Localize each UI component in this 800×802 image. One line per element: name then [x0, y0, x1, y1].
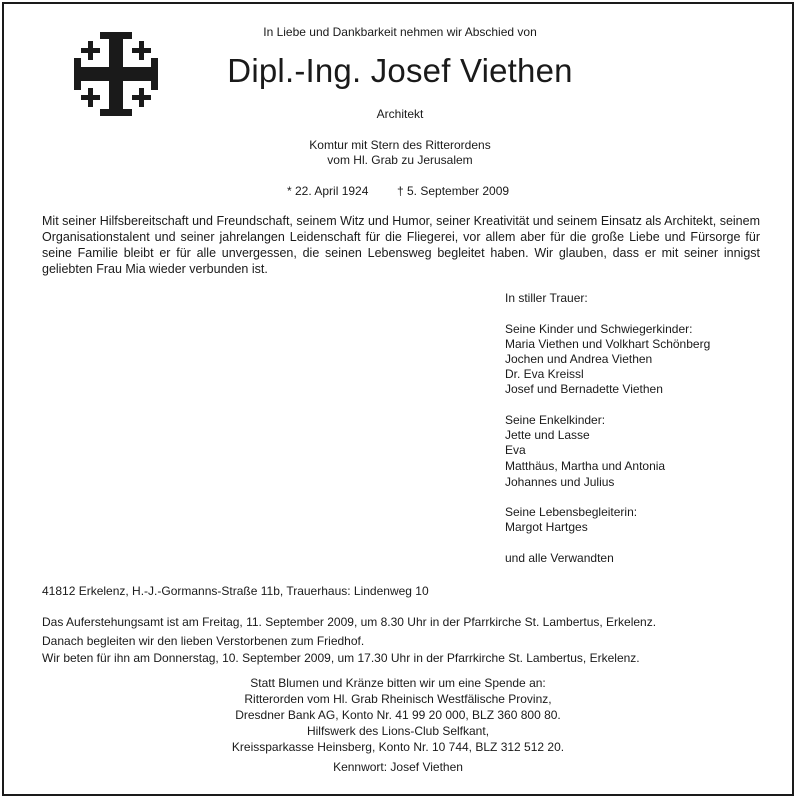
intro-line: In Liebe und Dankbarkeit nehmen wir Abschied von [263, 25, 537, 39]
children-heading: Seine Kinder und Schwiegerkinder: [505, 322, 693, 336]
list-item: Johannes und Julius [505, 475, 615, 489]
list-item: Josef und Bernadette Viethen [505, 382, 663, 396]
companion-heading: Seine Lebensbegleiterin: [505, 505, 638, 519]
list-item: Dr. Eva Kreissl [505, 367, 584, 381]
birth-date: * 22. April 1924 [287, 184, 369, 198]
list-item: Eva [505, 443, 526, 457]
honor-line-1: Komtur mit Stern des Ritterordens [309, 138, 491, 152]
profession: Architekt [376, 107, 424, 121]
donation-line: Dresdner Bank AG, Konto Nr. 41 99 20 000, BLZ 360 800 80. [235, 708, 561, 722]
deceased-name: Dipl.-Ing. Josef Viethen [227, 52, 573, 89]
service-line-2: Danach begleiten wir den lieben Verstorbenen zum Friedhof. [42, 634, 365, 648]
donation-line: Hilfswerk des Lions-Club Selfkant, [306, 724, 490, 738]
list-item: Jochen und Andrea Viethen [505, 352, 653, 366]
death-date: † 5. September 2009 [397, 184, 510, 198]
list-item: Maria Viethen und Volkhart Schönberg [505, 337, 711, 351]
jerusalem-cross-icon [72, 30, 160, 118]
mourners-heading: In stiller Trauer: [505, 291, 588, 305]
donation-line: Statt Blumen und Kränze bitten wir um eine Spende an: [250, 676, 546, 690]
address-line: 41812 Erkelenz, H.-J.-Gormanns-Straße 11b, Trauerhaus: Lindenweg 10 [42, 584, 429, 598]
grandchildren-heading: Seine Enkelkinder: [505, 413, 606, 427]
tribute-paragraph: Mit seiner Hilfsbereitschaft und Freundschaft, seinem Witz und Humor, seiner Kreativität und seinem Einsatz als Architekt, seinem Organisationstalent und seiner jahrelangen Leidenschaft für die Fliegerei, vor allem aber für die große Liebe und Fürsorge für seine Familie bleibt er für alle unvergessen, die seinen Lebensweg begleitet haben. Wir glauben, dass er mit seiner innigst geliebten Frau Mia wieder verbunden ist. [42, 214, 760, 276]
companion-name: Margot Hartges [505, 520, 588, 534]
service-line-1: Das Auferstehungsamt ist am Freitag, 11. September 2009, um 8.30 Uhr in der Pfarrkirche St. Lambertus, Erkelenz. [42, 615, 657, 629]
list-item: Jette und Lasse [505, 428, 590, 442]
honor-line-2: vom Hl. Grab zu Jerusalem [327, 153, 473, 167]
relatives-line: und alle Verwandten [505, 551, 614, 565]
donation-line: Kreissparkasse Heinsberg, Konto Nr. 10 744, BLZ 312 512 20. [231, 740, 565, 754]
service-line-3: Wir beten für ihn am Donnerstag, 10. September 2009, um 17.30 Uhr in der Pfarrkirche St. Lambertus, Erkelenz. [42, 651, 640, 665]
list-item: Matthäus, Martha und Antonia [505, 459, 666, 473]
donation-line: Ritterorden vom Hl. Grab Rheinisch Westfälische Provinz, [244, 692, 552, 706]
donation-keyword: Kennwort: Josef Viethen [333, 760, 463, 774]
